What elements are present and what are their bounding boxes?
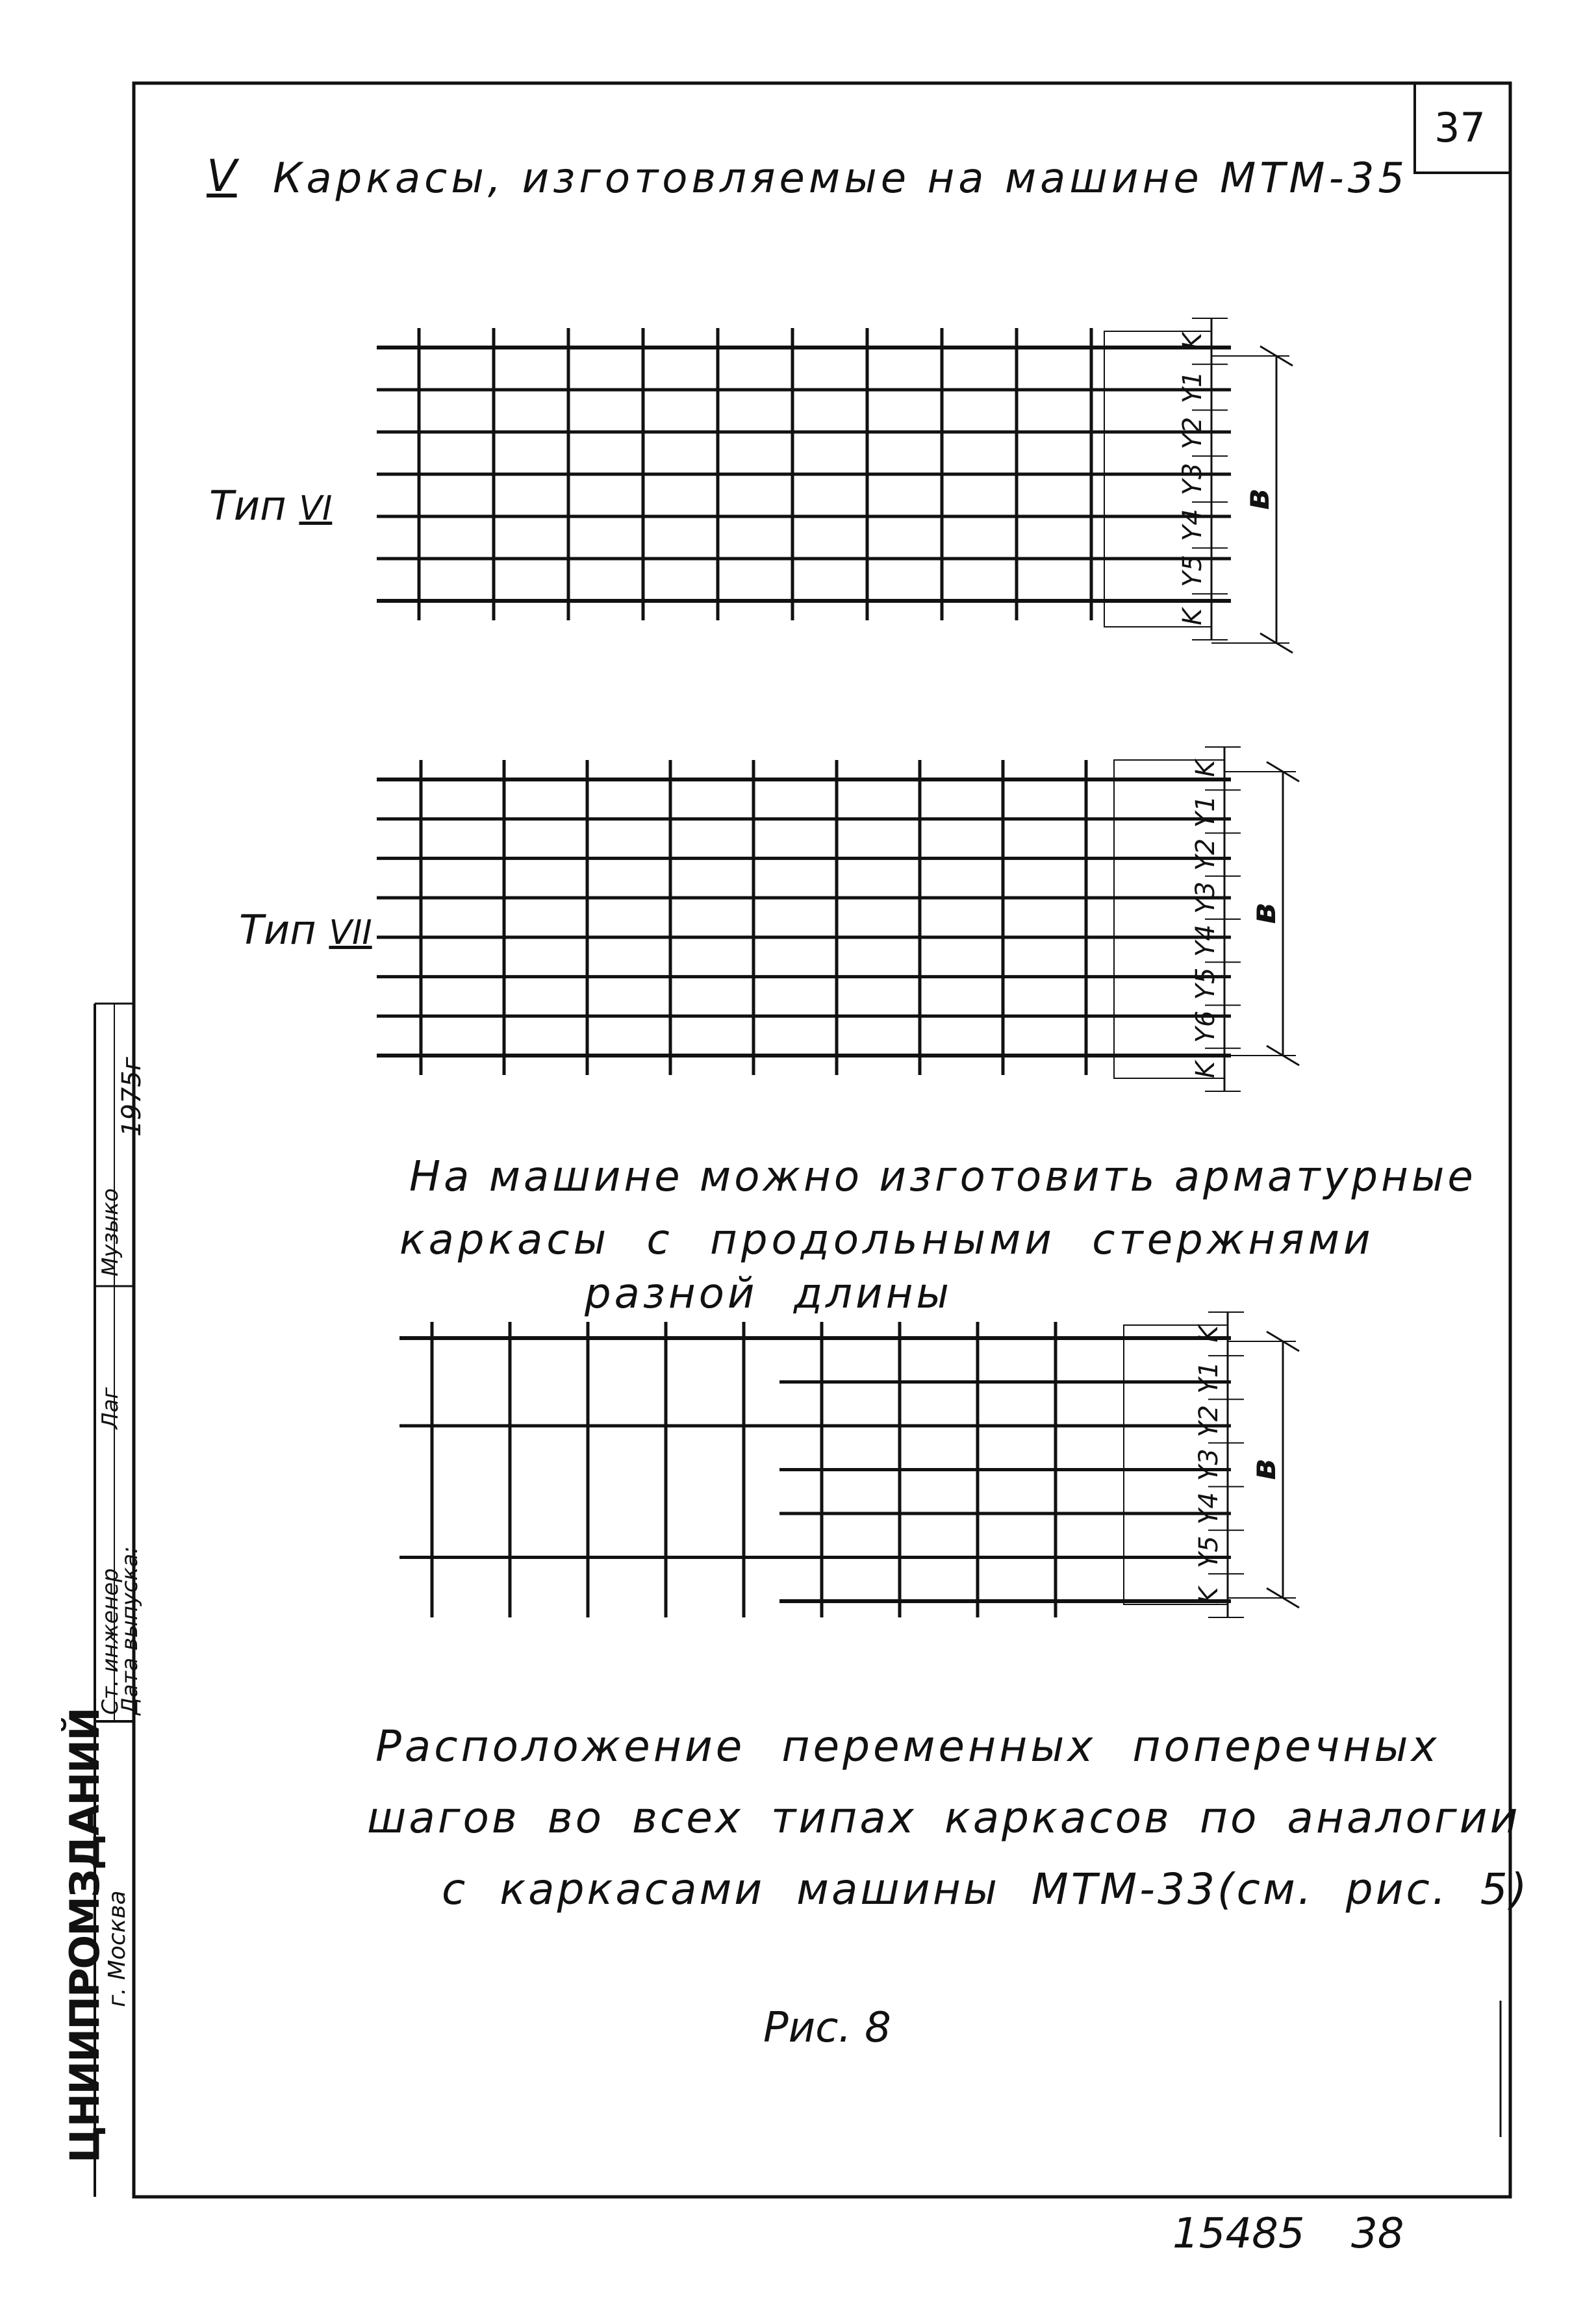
page-number: 37 xyxy=(1434,104,1486,151)
dimension-label: в xyxy=(1238,488,1277,511)
step-label: Y5 xyxy=(1194,1536,1224,1569)
step-label: Y5 xyxy=(1191,967,1221,1000)
type-label-2 xyxy=(239,906,372,954)
section-roman: V xyxy=(207,151,237,202)
step-label: Y2 xyxy=(1191,838,1221,871)
dimension-label: в xyxy=(1245,903,1284,924)
step-label: Y4 xyxy=(1191,924,1221,957)
note-1-line-2: каркасы с продольными стержнями xyxy=(399,1216,1374,1264)
footer-number: 15485 xyxy=(1172,2210,1305,2258)
step-label: Y1 xyxy=(1178,371,1208,404)
step-label: Y3 xyxy=(1191,881,1221,914)
step-label: Y6 xyxy=(1191,1010,1221,1043)
note-2-line-1: Расположение переменных поперечных xyxy=(375,1721,1440,1771)
step-label: Y4 xyxy=(1194,1492,1224,1525)
step-label: Y3 xyxy=(1178,462,1208,496)
step-label: K xyxy=(1194,1587,1224,1604)
step-label: K xyxy=(1194,1325,1224,1343)
type-label-1 xyxy=(209,482,332,529)
stamp-org: ЦНИИПРОМЗДАНИЙ xyxy=(61,1708,108,2163)
note-1-line-3: разной длины xyxy=(585,1270,952,1318)
step-label: Y1 xyxy=(1191,795,1221,828)
type-roman: VI xyxy=(299,489,333,528)
stamp-role-2: Дата выпуска: xyxy=(117,1546,143,1715)
stamp-role-1: Ст. инженер xyxy=(97,1568,123,1715)
dimension-label: в xyxy=(1245,1459,1284,1480)
stamp-city: г. Москва xyxy=(104,1890,131,2007)
step-label: Y3 xyxy=(1194,1449,1224,1481)
step-label: K xyxy=(1191,1061,1221,1078)
step-label: Y1 xyxy=(1194,1361,1224,1394)
note-2-line-3: с каркасами машины МТМ-33(см. рис. 5) xyxy=(442,1864,1530,1914)
figure-caption: Рис. 8 xyxy=(763,2004,891,2052)
type-word: Тип xyxy=(209,482,286,529)
step-label: Y4 xyxy=(1178,509,1208,542)
step-label: Y2 xyxy=(1194,1404,1224,1437)
stamp-name: Музыко xyxy=(97,1188,123,1276)
note-2-line-2: шагов во всех типах каркасов по аналогии xyxy=(367,1793,1521,1843)
footer-sheet: 38 xyxy=(1351,2210,1404,2258)
stamp-year: 1975г xyxy=(117,1057,147,1137)
type-word: Тип xyxy=(239,906,316,954)
step-label: K xyxy=(1178,608,1208,626)
step-label: K xyxy=(1178,333,1208,350)
type-roman: VII xyxy=(329,913,372,952)
step-label: K xyxy=(1191,760,1221,778)
step-label: Y5 xyxy=(1178,554,1208,587)
step-label: Y2 xyxy=(1178,416,1208,449)
note-1-line-1: На машине можно изготовить арматурные xyxy=(409,1153,1476,1201)
stamp-signature: Лаг xyxy=(97,1387,123,1429)
section-title: Каркасы, изготовляемые на машине МТМ-35 xyxy=(273,155,1409,203)
